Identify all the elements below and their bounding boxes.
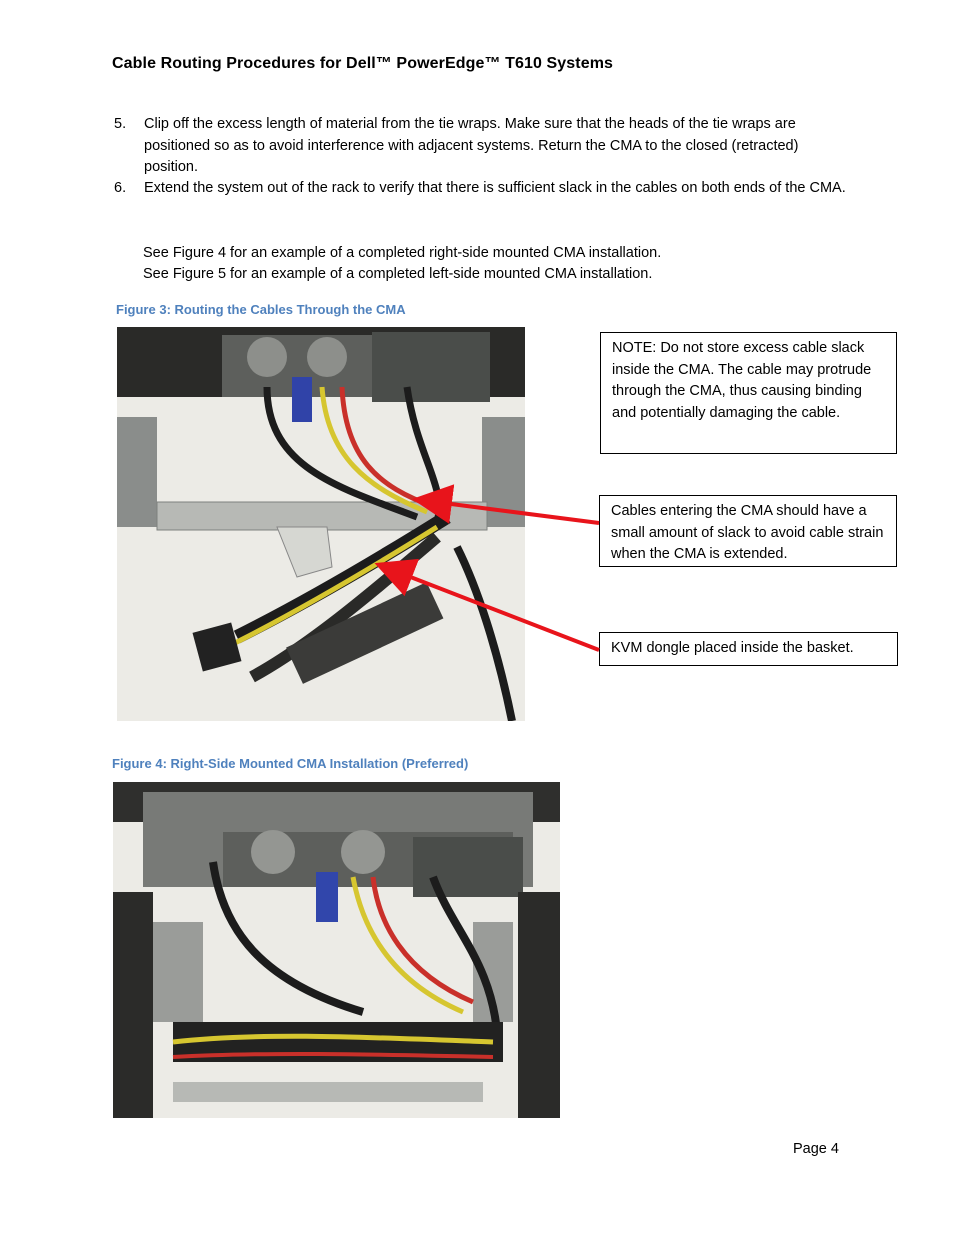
step-number: 6. [114, 180, 127, 196]
arrow-kvm-dongle [382, 566, 599, 650]
page-number: Page 4 [793, 1141, 839, 1157]
figure-4-photo [113, 782, 560, 1118]
step-text: Clip off the excess length of material from the tie wraps. Make sure that the heads of the tie wraps are positioned so as to avoid interference with adjacent systems. Return the CMA to the closed (retracted) position. [144, 116, 799, 175]
figure-3-caption: Figure 3: Routing the Cables Through the CMA [116, 302, 406, 317]
callout-cable-slack: Cables entering the CMA should have a small amount of slack to avoid cable strain when the CMA is extended. [599, 495, 897, 567]
arrow-cable-slack [420, 500, 599, 523]
figure-4-caption: Figure 4: Right-Side Mounted CMA Installation (Preferred) [112, 756, 469, 771]
note-figure-5: See Figure 5 for an example of a completed left-side mounted CMA installation. [143, 266, 653, 282]
callout-note: NOTE: Do not store excess cable slack inside the CMA. The cable may protrude through the CMA, thus causing binding and potentially damaging the cable. [600, 332, 897, 454]
note-figure-4: See Figure 4 for an example of a completed right-side mounted CMA installation. [143, 245, 662, 261]
step-text: Extend the system out of the rack to verify that there is sufficient slack in the cables on both ends of the CMA. [144, 180, 846, 196]
page-title: Cable Routing Procedures for Dell™ PowerEdge™ T610 Systems [112, 55, 614, 72]
callout-kvm-dongle: KVM dongle placed inside the basket. [599, 632, 898, 666]
step-number: 5. [114, 116, 127, 132]
